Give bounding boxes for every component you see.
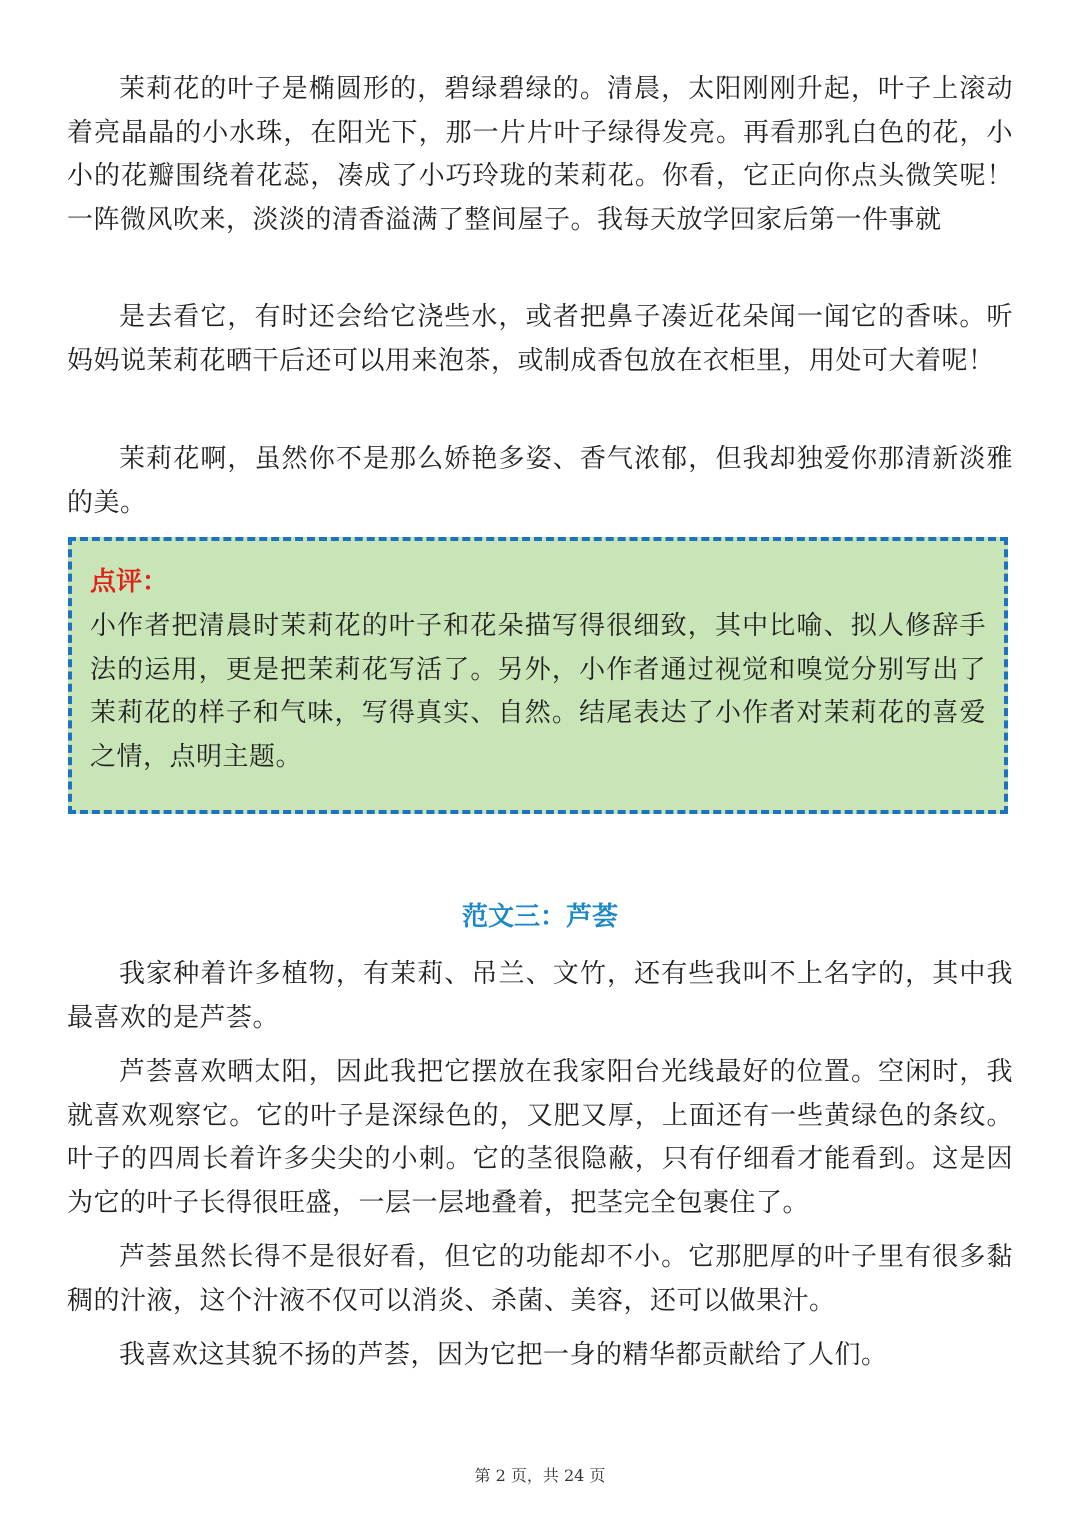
paragraph: 茉莉花啊，虽然你不是那么娇艳多姿、香气浓郁，但我却独爱你那清新淡雅的美。 [67,444,1013,518]
paragraph: 茉莉花的叶子是椭圆形的，碧绿碧绿的。清晨，太阳刚刚升起，叶子上滚动着亮晶晶的小水珠，在阳光下，那一片片叶子绿得发亮。再看那乳白色的花，小小的花瓣围绕着花蕊，凑成了小巧玲珑的茉莉花。你看，它正向你点头微笑呢！ 一阵微风吹来，淡淡的清香溢满了整间屋子。我每天放学回家后第一件事就 [67,74,1013,235]
comment-title: 点评： [90,567,169,597]
section-title: 范文三：芦荟 [461,902,618,932]
paragraph: 芦荟喜欢晒太阳，因此我把它摆放在我家阳台光线最好的位置。空闲时，我就喜欢观察它。它的叶子是深绿色的，又肥又厚，上面还有一些黄绿色的条纹。叶子的四周长着许多尖尖的小刺。它的茎很隐蔽，只有仔细看才能看到。这是因为它的叶子长得很旺盛，一层一层地叠着，把茎完全包裹住了。 [67,1057,1013,1218]
paragraph: 我喜欢这其貌不扬的芦荟，因为它把一身的精华都贡献给了人们。 [119,1340,888,1370]
paragraph: 我家种着许多植物，有茉莉、吊兰、文竹，还有些我叫不上名字的，其中我最喜欢的是芦荟。 [67,959,1013,1033]
paragraph: 是去看它，有时还会给它浇些水，或者把鼻子凑近花朵闻一闻它的香味。听妈妈说茉莉花晒干后还可以用来泡茶，或制成香包放在衣柜里，用处可大着呢！ [67,302,1013,376]
comment-text: 小作者把清晨时茉莉花的叶子和花朵描写得很细致，其中比喻、拟人修辞手法的运用，更是把茉莉花写活了。另外，小作者通过视觉和嗅觉分别写出了茉莉花的样子和气味，写得真实、自然。结尾表达了小作者对茉莉花的喜爱之情，点明主题。 [90,611,986,772]
comment-box [68,537,1008,814]
paragraph: 芦荟虽然长得不是很好看，但它的功能却不小。它那肥厚的叶子里有很多黏稠的汁液，这个汁液不仅可以消炎、杀菌、美容，还可以做果汁。 [67,1242,1013,1316]
page-footer: 第 2 页，共 24 页 [474,1466,606,1485]
